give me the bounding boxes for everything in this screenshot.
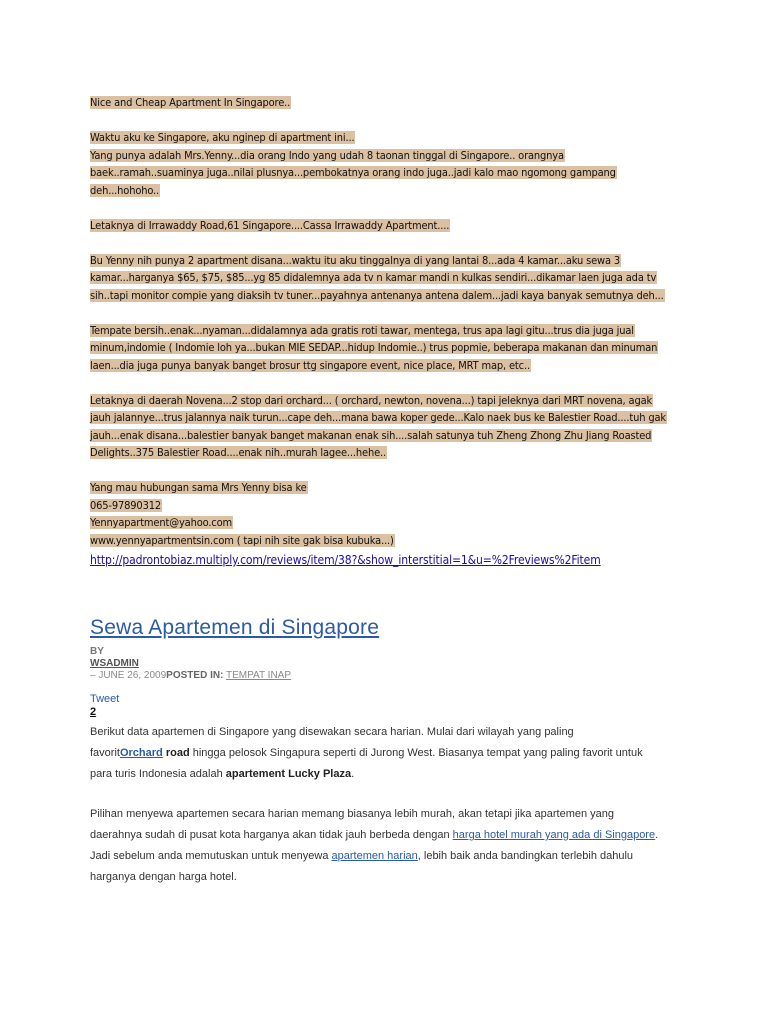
highlighted-text: Nice and Cheap Apartment In Singapore..: [90, 96, 291, 109]
blog-line: [90, 196, 690, 214]
article-title[interactable]: Sewa Apartemen di Singapore: [90, 616, 380, 639]
orchard-link[interactable]: Orchard: [119, 747, 163, 759]
paragraph-line: [90, 825, 690, 846]
bold-text: road: [162, 747, 190, 759]
highlighted-text: Waktu aku ke Singapore, aku nginep di apartment ini...: [90, 131, 355, 144]
blog-line: [90, 144, 690, 162]
text-run: favorit: [90, 747, 120, 759]
paragraph-line: Berikut data apartemen di Singapore yang disewakan secara harian. Mulai dari wilayah yang paling: [90, 726, 574, 738]
blog-line: [90, 301, 690, 319]
blog-line: [90, 179, 690, 197]
highlighted-text: Yang mau hubungan sama Mrs Yenny bisa ke: [90, 481, 307, 494]
text-run: Jadi sebelum anda memutuskan untuk menyewa: [90, 850, 332, 862]
bold-text: apartement Lucky Plaza: [225, 768, 352, 780]
blog-review-block: [90, 91, 690, 546]
tweet-button[interactable]: Tweet: [90, 693, 120, 705]
blog-line: [90, 91, 690, 109]
highlighted-text: Delights..375 Balestier Road....enak nih..murah lagee...hehe..: [90, 446, 387, 459]
posted-in-label: POSTED IN:: [166, 670, 224, 681]
author-link[interactable]: WSADMIN: [90, 658, 139, 669]
highlighted-text: sih..tapi monitor compie yang diaksih tv tuner...payahnya antenanya antena dalem...jadi kaya banyak semutnya deh...: [90, 288, 664, 302]
blog-line: [90, 109, 690, 127]
tweet-count[interactable]: 2: [90, 706, 97, 718]
blog-line: [90, 459, 690, 477]
blog-line: [90, 389, 690, 407]
blog-line: [90, 424, 690, 442]
blog-line: [90, 319, 690, 337]
highlighted-text: www.yennyapartmentsin.com ( tapi nih site gak bisa kubuka...): [90, 533, 394, 547]
text-run: .: [655, 829, 659, 841]
paragraph-line: harganya dengan harga hotel.: [90, 871, 237, 883]
highlighted-text: Tempate bersih..enak...nyaman...didalamnya ada gratis roti tawar, mentega, trus apa lagi gitu...trus dia juga jual: [90, 323, 634, 337]
blog-line: [90, 231, 690, 249]
text-run: hingga pelosok Singapura seperti di Jurong West. Biasanya tempat yang paling favorit untuk: [189, 747, 643, 759]
blog-line: [90, 126, 690, 144]
highlighted-text: jauh...enak disana...balestier banyak banget makanan enak sih....salah satunya tuh Zheng Zhong Zhu Jiang Roasted: [90, 428, 652, 442]
highlighted-text: baek..ramah..suaminya juga..nilai plusnya...pembokatnya orang indo juga..jadi kalo mao ngomong gampang: [90, 166, 616, 179]
blog-line: [90, 476, 690, 494]
highlighted-text: kamar...harganya $65, $75, $85...yg 85 didalemnya ada tv n kamar mandi n kulkas sendiri...dikamar laen juga ada tv: [90, 271, 657, 284]
blog-line: [90, 161, 690, 179]
highlighted-text: Yennyapartment@yahoo.com: [90, 516, 232, 529]
by-label: BY: [90, 646, 104, 657]
paragraph-line: [90, 743, 690, 764]
blog-line: [90, 529, 690, 547]
blog-line: [90, 494, 690, 512]
highlighted-text: laen...dia juga punya banyak banget brosur ttg singapore event, nice place, MRT map, etc..: [90, 358, 530, 372]
source-url-link[interactable]: http://padrontobiaz.multiply.com/reviews/item/38?&show_interstitial=1&u=%2Freviews%2Fitem: [90, 553, 601, 567]
daily-apartment-link[interactable]: apartemen harian: [331, 850, 418, 862]
text-run: daerahnya sudah di pusat kota harganya akan tidak jauh berbeda dengan: [90, 829, 453, 841]
paragraph-line: [90, 764, 690, 785]
article-paragraph-1: [90, 722, 690, 785]
blog-line: [90, 406, 690, 424]
paragraph-line: Pilihan menyewa apartemen secara harian memang biasanya lebih murah, akan tetapi jika apartemen yang: [90, 808, 615, 820]
highlighted-text: 065-97890312: [90, 498, 162, 512]
highlighted-text: Bu Yenny nih punya 2 apartment disana...waktu itu aku tinggalnya di yang lantai 8...ada 4 kamar...aku sewa 3: [90, 253, 621, 267]
blog-line: [90, 266, 690, 284]
blog-line: [90, 249, 690, 267]
blog-line: [90, 354, 690, 372]
hotel-price-link[interactable]: harga hotel murah yang ada di Singapore: [452, 829, 656, 841]
text-run: para turis Indonesia adalah: [90, 768, 226, 780]
category-link[interactable]: TEMPAT INAP: [226, 670, 292, 681]
highlighted-text: minum,indomie ( Indomie loh ya...bukan MIE SEDAP...hidup Indomie..) trus popmie, beberapa makanan dan minuman: [90, 341, 658, 354]
highlighted-text: Letaknya di daerah Novena...2 stop dari orchard... ( orchard, newton, novena...) tapi jeleknya dari MRT novena, agak: [90, 393, 653, 407]
blog-line: [90, 336, 690, 354]
highlighted-text: jauh jalannye...trus jalannya naik turun...cape deh...mana bawa koper gede...Kalo naek bus ke Balestier Road....tuh gak: [90, 411, 666, 424]
highlighted-text: Yang punya adalah Mrs.Yenny...dia orang Indo yang udah 8 taonan tinggal di Singapore.. orangnya: [90, 148, 564, 162]
blog-line: [90, 371, 690, 389]
highlighted-text: deh...hohoho..: [90, 183, 160, 197]
post-meta: [90, 670, 291, 681]
blog-line: [90, 441, 690, 459]
text-run: .: [351, 768, 355, 780]
post-date: – JUNE 26, 2009: [90, 670, 167, 681]
article-paragraph-2: [90, 804, 690, 888]
text-run: , lebih baik anda bandingkan terlebih dahulu: [417, 850, 634, 862]
blog-line: [90, 214, 690, 232]
highlighted-text: Letaknya di Irrawaddy Road,61 Singapore....Cassa Irrawaddy Apartment....: [90, 218, 450, 232]
paragraph-line: [90, 846, 690, 867]
blog-line: [90, 284, 690, 302]
blog-line: [90, 511, 690, 529]
